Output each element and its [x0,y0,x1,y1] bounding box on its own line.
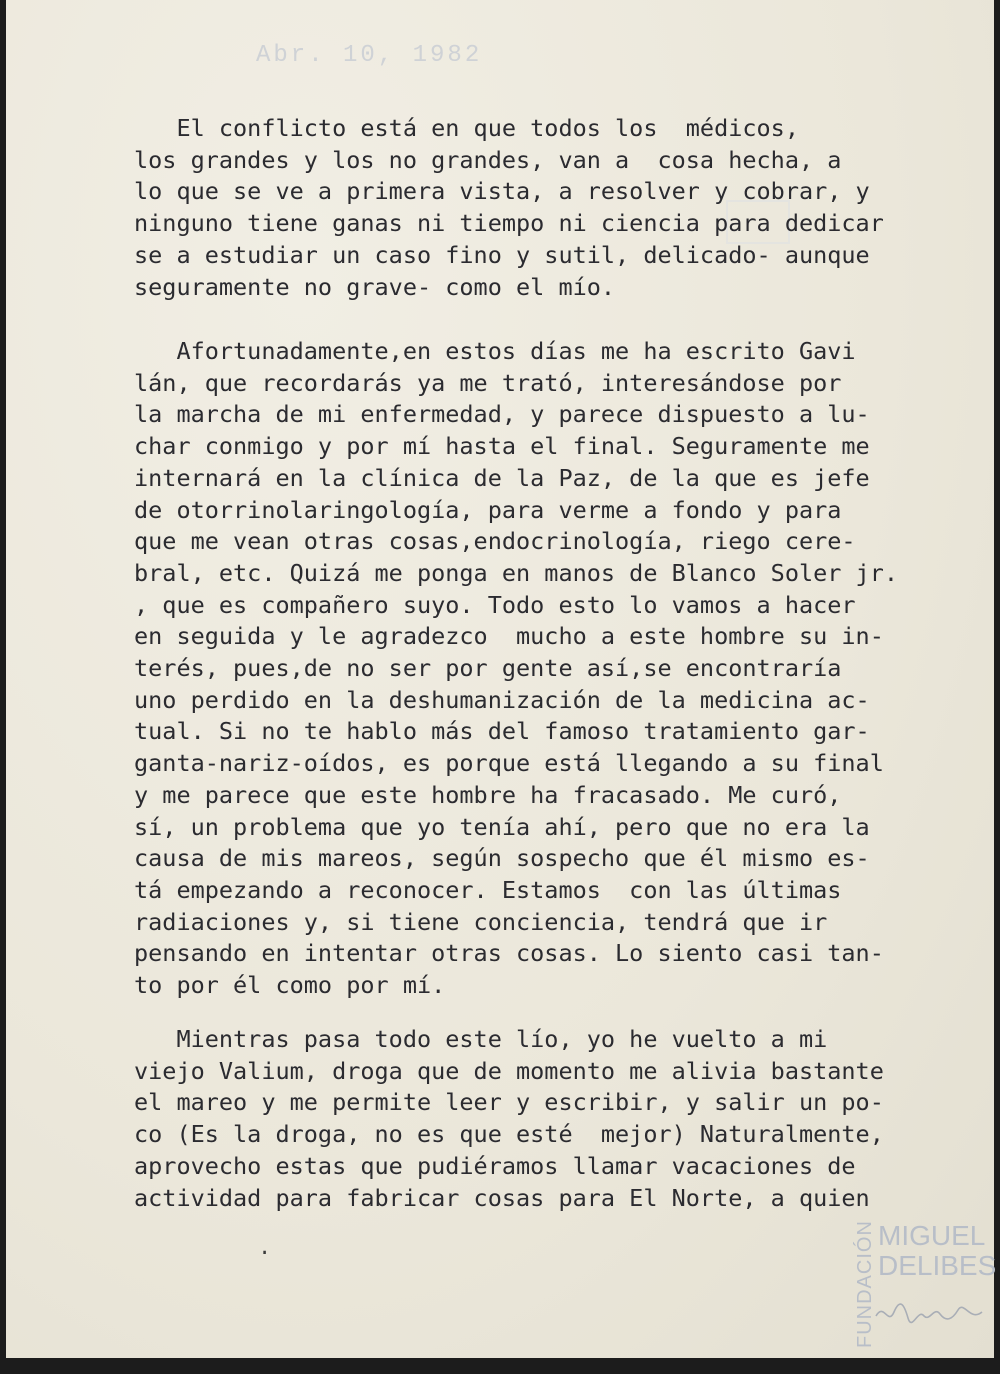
watermark-name-line-2: DELIBES [878,1250,997,1281]
text-line: terés, pues,de no ser por gente así,se encontraría [134,654,842,683]
text-line: Afortunadamente,en estos días me ha escrito Gavi [134,337,856,365]
text-line: aprovecho estas que pudiéramos llamar vacaciones de [134,1151,856,1180]
text-line: radiaciones y, si tiene conciencia, tendrá que ir [134,907,828,936]
text-line: el mareo y me permite leer y escribir, y salir un po- [134,1088,884,1117]
text-line: pensando en intentar otras cosas. Lo siento casi tan- [134,939,884,968]
text-line: seguramente no grave- como el mío. [134,272,616,301]
text-line: viejo Valium, droga que de momento me alivia bastante [134,1056,884,1085]
text-line: que me vean otras cosas,endocrinología, riego cere- [134,527,856,556]
text-line: de otorrinolaringología, para verme a fondo y para [134,495,842,524]
paper-sheet [6,0,997,1358]
scan-border [0,1358,1000,1374]
text-line: Mientras pasa todo este lío, yo he vuelto a mi [134,1025,828,1053]
text-line: tual. Si no te hablo más del famoso tratamiento gar- [134,717,870,746]
paragraph-1 [134,113,994,303]
text-line: causa de mis mareos, según sospecho que él mismo es- [134,844,870,873]
text-line: tá empezando a reconocer. Estamos con las últimas [134,875,842,904]
text-line: El conflicto está en que todos los médicos, [134,114,799,142]
text-line: actividad para fabricar cosas para El Norte, a quien [134,1183,870,1212]
text-line: los grandes y los no grandes, van a cosa hecha, a [134,145,842,174]
watermark-name-line-1: MIGUEL [878,1220,986,1251]
text-line: bral, etc. Quizá me ponga en manos de Blanco Soler jr. [134,558,899,587]
bottom-mark: . [258,1236,272,1261]
text-line: co (Es la droga, no es que esté mejor) Naturalmente, [134,1120,884,1149]
text-line: , que es compañero suyo. Todo esto lo vamos a hacer [134,590,856,619]
text-line: en seguida y le agradezco mucho a este hombre su in- [134,622,884,651]
text-line: ninguno tiene ganas ni tiempo ni ciencia para dedicar [134,209,884,238]
foundation-watermark [854,1220,997,1350]
text-line: lo que se ve a primera vista, a resolver y cobrar, y [134,177,870,206]
text-line: internará en la clínica de la Paz, de la que es jefe [134,463,870,492]
text-line: lán, que recordarás ya me trató, interesándose por [134,368,842,397]
text-line: uno perdido en la deshumanización de la medicina ac- [134,685,870,714]
text-line: ganta-nariz-oídos, es porque está llegando a su final [134,749,884,778]
paragraph-3 [134,1024,994,1214]
text-line: char conmigo y por mí hasta el final. Seguramente me [134,432,870,461]
text-line: la marcha de mi enfermedad, y parece dispuesto a lu- [134,400,870,429]
paragraph-2 [134,336,994,1002]
text-line: to por él como por mí. [134,971,446,1000]
faded-date-stamp: Abr. 10, 1982 [256,42,483,69]
signature-icon [874,1292,986,1332]
text-line: sí, un problema que yo tenía ahí, pero que no era la [134,812,870,841]
text-line: se a estudiar un caso fino y sutil, delicado- aunque [134,240,870,269]
text-line: y me parece que este hombre ha fracasado. Me curó, [134,780,842,809]
watermark-vertical-text: FUNDACIÓN [854,1220,876,1348]
